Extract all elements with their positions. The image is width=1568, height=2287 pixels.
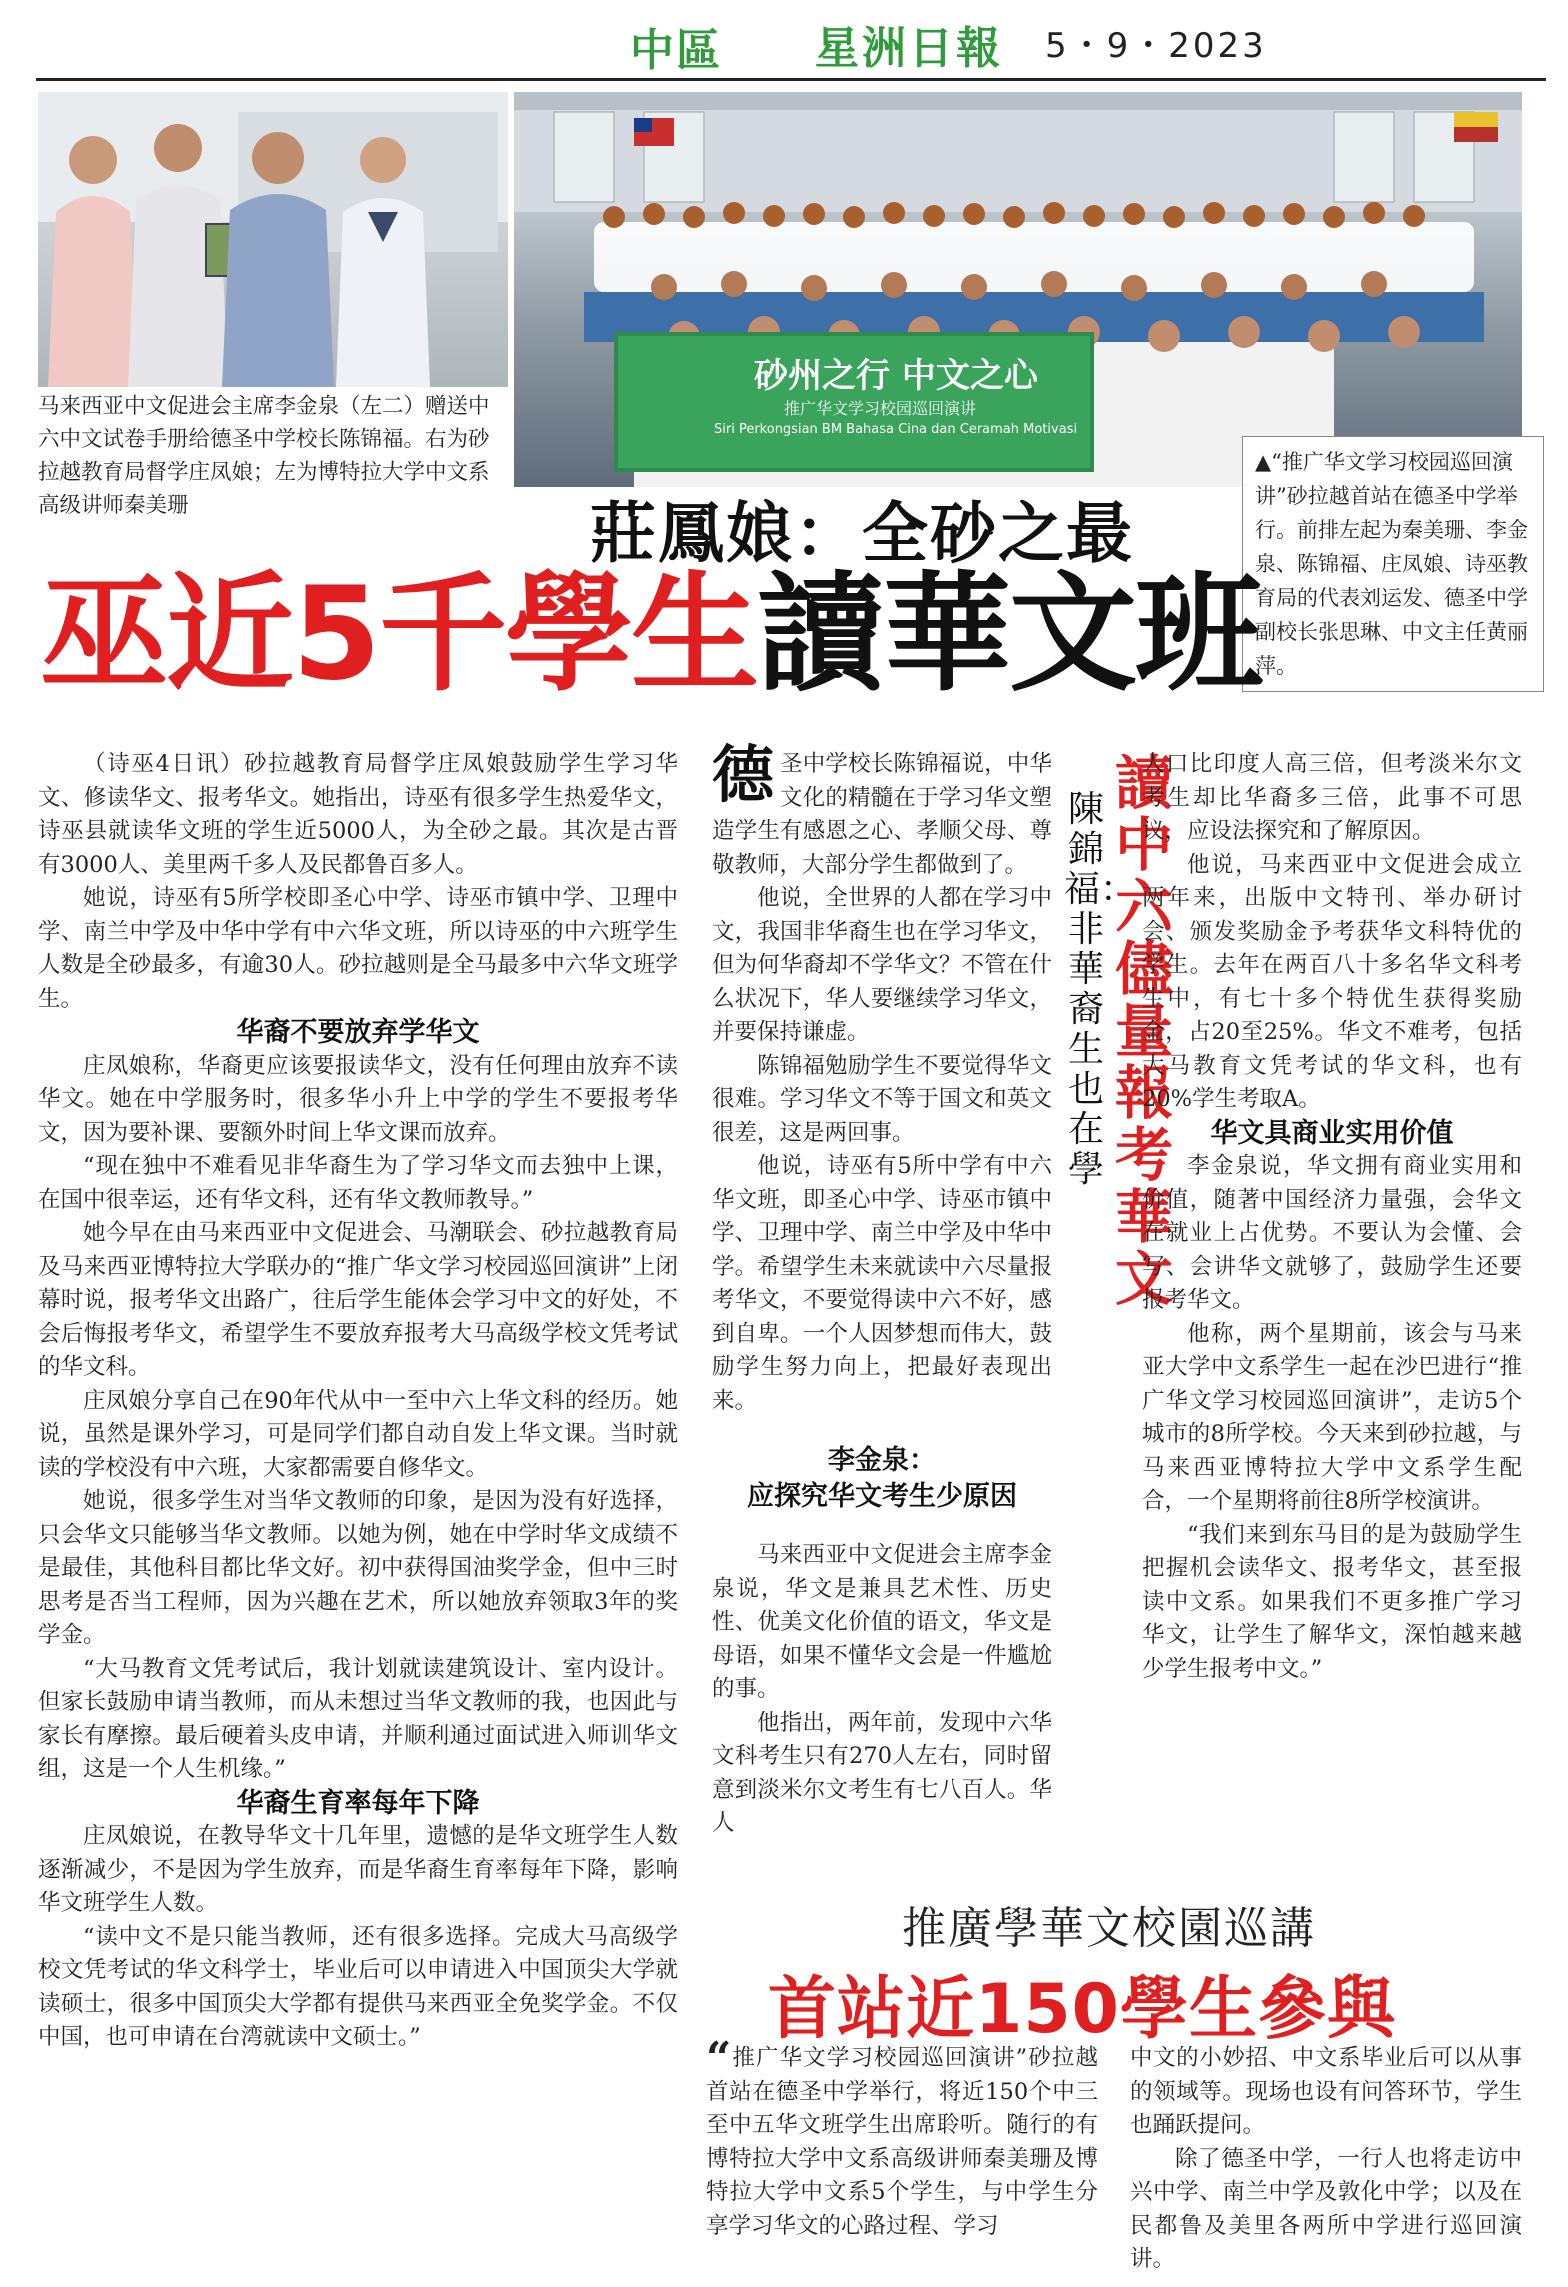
left-photo-caption: 马来西亚中文促进会主席李金泉（左二）赠送中六中文试卷手册给德圣中学校长陈锦福。右为砂拉越教育局督学庄凤娘；左为博特拉大学中文系高级讲师秦美珊 — [38, 394, 490, 518]
newspaper-logo: 星洲日報 — [815, 23, 1003, 74]
paragraph: 李金泉说，华文拥有商业实用和价值，随著中国经济力量强，会华文在就业上占优势。不要认为会懂、会写、会讲华文就够了，鼓励学生还要报考华文。 — [1142, 1153, 1522, 1313]
paragraph: （诗巫4日讯）砂拉越教育局督学庄凤娘鼓励学生学习华文、修读华文、报考华文。她指出，诗巫有很多学生热爱华文，诗巫县就读华文班的学生近5000人，为全砂之最。其次是古晋有3000人、美里两千多人及民都鲁百多人。 — [38, 751, 678, 878]
paragraph: 她说，很多学生对当华文教师的印象，是因为没有好选择，只会华文只能够当华文教师。以她为例，她在中学时华文成绩不是最佳，其他科目都比华文好。初中获得国油奖学金，但中三时思考是否当工程师，因为兴趣在艺术，所以她放弃领取3年的奖学金。 — [38, 1488, 678, 1648]
photo-illustration — [38, 92, 508, 387]
drop-cap: 德 — [712, 738, 775, 811]
bottom-story-headline: 首站近150學生參與 — [768, 1970, 1396, 2049]
paragraph: 他说，全世界的人都在学习中文，我国非华裔生也在学习华文，但为何华裔却不学华文？不管在什么状况下，华人要继续学习华文，并要保持谦虚。 — [712, 885, 1052, 1045]
article-column-3 — [1142, 748, 1522, 1686]
paragraph: 中文的小妙招、中文系毕业后可以从事的领域等。现场也设有问答环节，学生也踊跃提问。 — [1130, 2045, 1522, 2138]
paragraph-text: 推广华文学习校园巡回演讲”砂拉越首站在德圣中学举行，将近150个中三至中五华文班学生出席聆听。随行的有博特拉大学中文系高级讲师秦美珊及博特拉大学中文系5个学生，与中学生分享学习华文的心路过程、学习 — [706, 2045, 1098, 2239]
issue-date: 5・9・2023 — [1045, 26, 1267, 66]
section-heading: 应探究华文考生少原因 — [747, 1480, 1017, 1512]
paragraph: 马来西亚中文促进会主席李金泉说，华文是兼具艺术性、历史性、优美文化价值的语文，华文是母语，如果不懂华文会是一件尴尬的事。 — [712, 1542, 1052, 1702]
section-region: 中區 — [630, 25, 722, 76]
vertical-subhead: 陳錦福：非華裔生也在學 — [1064, 789, 1137, 1190]
paragraph: 除了德圣中学，一行人也将走访中兴中学、南兰中学及敦化中学；以及在民都鲁及美里各两所中学进行巡回演讲。 — [1130, 2145, 1522, 2272]
paragraph — [712, 738, 1052, 882]
paragraph: 人口比印度人高三倍，但考淡米尔文考生却比华裔多三倍，此事不可思议，应设法探究和了解原因。 — [1142, 751, 1522, 844]
right-photo-caption: ▲“推广华文学习校园巡回演讲”砂拉越首站在德圣中学举行。前排左起为秦美珊、李金泉、陈锦福、庄凤娘、诗巫教育局的代表刘运发、德圣中学副校长张思琳、中文主任黄丽萍。 — [1242, 436, 1544, 692]
paragraph: 她今早在由马来西亚中文促进会、马潮联会、砂拉越教育局及马来西亚博特拉大学联办的“推广华文学习校园巡回演讲”上闭幕时说，报考华文出路广，往后学生能体会学习中文的好处，不会后悔报考华文，希望学生不要放弃报考大马高级学校文凭考试的华文科。 — [38, 1220, 678, 1380]
paragraph: 他说，马来西亚中文促进会成立两年来，出版中文特刊、举办研讨会、颁发奖励金予考获华文科特优的学生。去年在两百八十多名华文科考生中，有七十多个特优生获得奖励金，占20至25%。华文不难考，包括大马教育文凭考试的华文科，也有20%学生考取A。 — [1142, 851, 1522, 1112]
paragraph: 他称，两个星期前，该会与马来亚大学中文系学生一起在沙巴进行“推广华文学习校园巡回演讲”，走访5个城市的8所学校。今天来到砂拉越，与马来西亚博特拉大学中文系学生配合，一个星期将前往8所学校演讲。 — [1142, 1320, 1522, 1514]
quote-mark: “ — [706, 2033, 732, 2084]
banner-title: 砂州之行 中文之心 — [754, 356, 1038, 396]
paragraph: 庄凤娘说，在教导华文十几年里，遗憾的是华文班学生人数逐渐减少，不是因为学生放弃，而是华裔生育率每年下降，影响华文班学生人数。 — [38, 1823, 678, 1916]
paragraph: “读中文不是只能当教师，还有很多选择。完成大马高级学校文凭考试的华文科学士，毕业后可以申请进入中国顶尖大学就读硕士，很多中国顶尖大学都有提供马来西亚全免奖学金。不仅中国，也可申请在台湾就读中文硕士。” — [38, 1923, 678, 2050]
section-heading: 李金泉： — [828, 1445, 936, 1476]
paragraph: 她说，诗巫有5所学校即圣心中学、诗巫市镇中学、卫理中学、南兰中学及中华中学有中六华文班，所以诗巫的中六班学生人数是全砂最多，有逾30人。砂拉越则是全马最多中六华文班学生。 — [38, 885, 678, 1012]
paragraph: 庄凤娘称，华裔更应该要报读华文，没有任何理由放弃不读华文。她在中学服务时，很多华小升上中学的学生不要报考华文，因为要补课、要额外时间上华文课而放弃。 — [38, 1052, 678, 1146]
paragraph: 庄凤娘分享自己在90年代从中一至中六上华文科的经历。她说，虽然是课外学习，可是同学们都自动自发上华文课。当时就读的学校没有中六班，大家都需要自修华文。 — [38, 1387, 678, 1481]
masthead-rule — [36, 78, 1546, 81]
bottom-story-subhead: 推廣學華文校園巡講 — [902, 1903, 1316, 1954]
article-column-1 — [38, 748, 678, 2055]
paragraph: 他指出，两年前，发现中六华文科考生只有270人左右，同时留意到淡米尔文考生有七八百人。华人 — [712, 1709, 1052, 1836]
masthead — [0, 0, 1568, 78]
vertical-headline: 讀中六儘量報考華文 — [1114, 749, 1173, 1313]
bottom-story-column-2 — [1130, 2042, 1522, 2277]
headline-main — [40, 560, 1262, 709]
headline-subhead: 莊鳳娘：全砂之最 — [590, 494, 1134, 572]
headline-main-red: 巫近5千學生 — [40, 560, 758, 709]
section-heading: 华裔不要放弃学华文 — [236, 1017, 480, 1048]
photo-group — [514, 92, 1522, 487]
paragraph — [706, 2033, 1098, 2243]
section-heading: 华裔生育率每年下降 — [236, 1787, 480, 1819]
photo-book-presentation — [38, 92, 508, 387]
paragraph: “大马教育文凭考试后，我计划就读建筑设计、室内设计。但家长鼓励申请当教师，而从未想过当华文教师的我，也因此与家长有摩擦。最后硬着头皮申请，并顺利通过面试进入师训华文组，这是一个人生机缘。” — [38, 1655, 678, 1782]
bottom-story-column-1 — [706, 2033, 1098, 2243]
section-heading: 华文具商业实用价值 — [1210, 1117, 1454, 1149]
paragraph: “我们来到东马目的是为鼓励学生把握机会读华文、报考华文，甚至报读中文系。如果我们不更多推广学习华文，让学生了解华文，深怕越来越少学生报考中文。” — [1142, 1521, 1522, 1682]
article-column-2 — [712, 738, 1052, 1841]
banner-malay: Siri Perkongsian BM Bahasa Cina dan Ceramah Motivasi — [714, 422, 1078, 437]
headline-main-black: 讀華文班 — [757, 560, 1262, 709]
paragraph: 他说，诗巫有5所中学有中六华文班，即圣心中学、诗巫市镇中学、卫理中学、南兰中学及中华中学。希望学生未来就读中六尽量报考华文，不要觉得读中六不好，感到自卑。一个人因梦想而伟大，鼓励学生努力向上，把最好表现出来。 — [712, 1153, 1052, 1414]
paragraph: 陈锦福勉励学生不要觉得华文很难。学习华文不等于国文和英文很差，这是两回事。 — [712, 1052, 1052, 1146]
banner-subtitle: 推广华文学习校园巡回演讲 — [784, 399, 977, 418]
paragraph: “现在独中不难看见非华裔生为了学习华文而去独中上课，在国中很幸运，还有华文科，还有华文教师教导。” — [38, 1153, 678, 1213]
paragraph-text: 圣中学校长陈锦福说，中华文化的精髓在于学习华文塑造学生有感恩之心、孝顺父母、尊敬教师，大部分学生都做到了。 — [712, 751, 1052, 878]
